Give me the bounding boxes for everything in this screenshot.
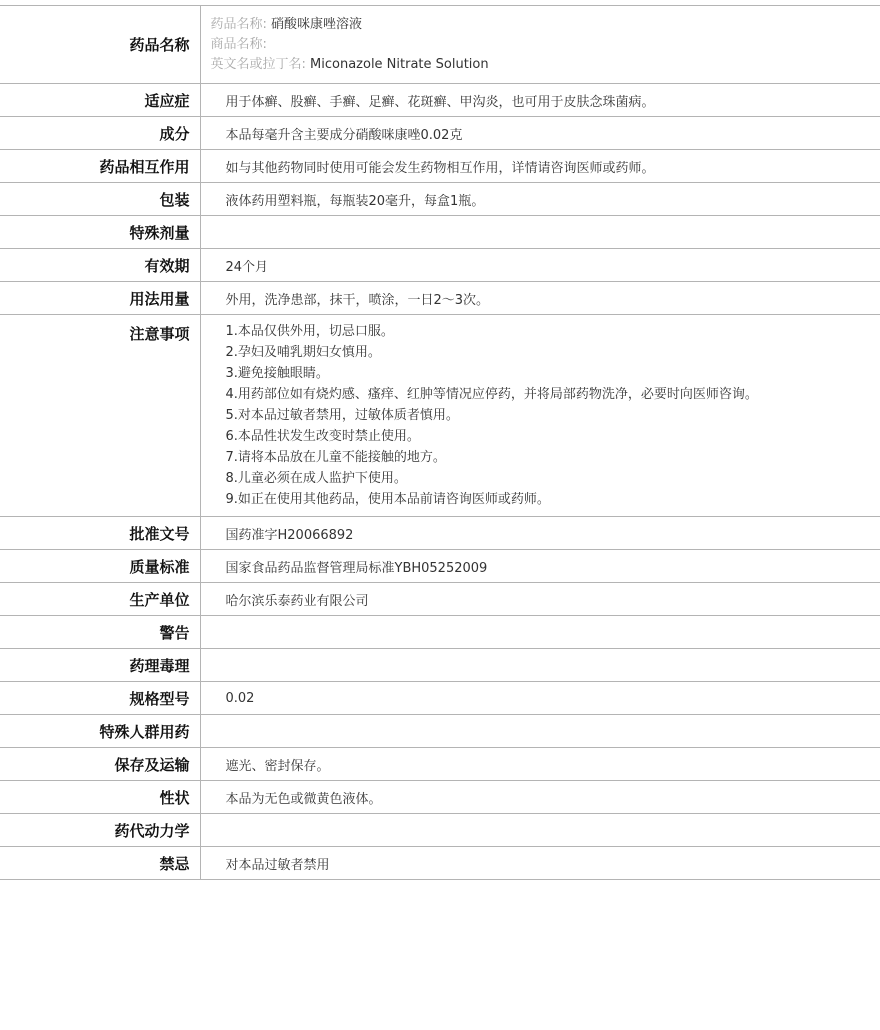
row-label: 药代动力学	[0, 814, 200, 847]
precaution-item: 7.请将本品放在儿童不能接触的地方。	[225, 450, 446, 465]
row-value: 对本品过敏者禁用	[200, 847, 880, 880]
row-label: 质量标准	[0, 550, 200, 583]
row-label: 警告	[0, 616, 200, 649]
drug-spec-table	[0, 5, 880, 880]
precautions-list	[226, 321, 776, 510]
ingredients-row	[0, 117, 880, 150]
pharmacology-toxicology-row	[0, 649, 880, 682]
row-label: 药品相互作用	[0, 150, 200, 183]
row-label: 有效期	[0, 249, 200, 282]
row-value: 外用，洗净患部，抹干，喷涂，一日2～3次。	[200, 282, 880, 315]
row-label: 保存及运输	[0, 748, 200, 781]
row-value: 0.02	[200, 682, 880, 715]
row-label: 批准文号	[0, 517, 200, 550]
special-dosage-row	[0, 216, 880, 249]
row-label: 特殊人群用药	[0, 715, 200, 748]
row-value: 如与其他药物同时使用可能会发生药物相互作用，详情请咨询医师或药师。	[200, 150, 880, 183]
row-value: 液体药用塑料瓶，每瓶装20毫升，每盒1瓶。	[200, 183, 880, 216]
precaution-item: 8.儿童必须在成人监护下使用。	[225, 471, 407, 486]
usage-dosage-row	[0, 282, 880, 315]
row-label: 药理毒理	[0, 649, 200, 682]
specification-row	[0, 682, 880, 715]
packaging-row	[0, 183, 880, 216]
row-label: 性状	[0, 781, 200, 814]
precaution-item: 1.本品仅供外用，切忌口服。	[225, 324, 394, 339]
precaution-item: 6.本品性状发生改变时禁止使用。	[225, 429, 420, 444]
row-value: 24个月	[200, 249, 880, 282]
row-value: 国药准字H20066892	[200, 517, 880, 550]
contraindications-row	[0, 847, 880, 880]
trade-name-key: 商品名称:	[210, 36, 267, 52]
row-label: 生产单位	[0, 583, 200, 616]
row-value: 遮光、密封保存。	[200, 748, 880, 781]
appearance-row	[0, 781, 880, 814]
english-name-line	[211, 55, 880, 75]
row-label-drug-name: 药品名称	[0, 6, 200, 84]
row-label: 用法用量	[0, 282, 200, 315]
precaution-item: 9.如正在使用其他药品，使用本品前请咨询医师或药师。	[225, 492, 550, 507]
row-value: 国家食品药品监督管理局标准YBH05252009	[200, 550, 880, 583]
english-name-key: 英文名或拉丁名:	[210, 56, 306, 72]
row-value	[200, 814, 880, 847]
indications-row	[0, 84, 880, 117]
drug-name-row	[0, 6, 880, 84]
row-label: 特殊剂量	[0, 216, 200, 249]
row-label: 注意事项	[0, 315, 200, 517]
generic-name-line	[211, 15, 880, 35]
precaution-item: 3.避免接触眼睛。	[225, 366, 329, 381]
approval-number-row	[0, 517, 880, 550]
storage-transport-row	[0, 748, 880, 781]
trade-name-line	[211, 35, 880, 55]
row-label: 成分	[0, 117, 200, 150]
generic-name-value: 硝酸咪康唑溶液	[271, 16, 363, 32]
row-value	[200, 216, 880, 249]
row-value	[200, 616, 880, 649]
english-name-value: Miconazole Nitrate Solution	[310, 56, 489, 72]
row-value: 本品每毫升含主要成分硝酸咪康唑0.02克	[200, 117, 880, 150]
row-label: 规格型号	[0, 682, 200, 715]
special-populations-row	[0, 715, 880, 748]
interactions-row	[0, 150, 880, 183]
row-value	[200, 649, 880, 682]
precaution-item: 2.孕妇及哺乳期妇女慎用。	[225, 345, 381, 360]
row-value: 哈尔滨乐泰药业有限公司	[200, 583, 880, 616]
precautions-cell	[200, 315, 880, 517]
drug-name-cell	[200, 6, 880, 84]
row-value: 本品为无色或微黄色液体。	[200, 781, 880, 814]
row-value: 用于体癣、股癣、手癣、足癣、花斑癣、甲沟炎，也可用于皮肤念珠菌病。	[200, 84, 880, 117]
row-label: 禁忌	[0, 847, 200, 880]
generic-name-key: 药品名称:	[210, 16, 267, 32]
precautions-row	[0, 315, 880, 517]
row-value	[200, 715, 880, 748]
warning-row	[0, 616, 880, 649]
manufacturer-row	[0, 583, 880, 616]
row-label: 包装	[0, 183, 200, 216]
pharmacokinetics-row	[0, 814, 880, 847]
quality-standard-row	[0, 550, 880, 583]
precaution-item: 5.对本品过敏者禁用，过敏体质者慎用。	[225, 408, 459, 423]
shelf-life-row	[0, 249, 880, 282]
precaution-item: 4.用药部位如有烧灼感、瘙痒、红肿等情况应停药，并将局部药物洗净，必要时向医师咨询。	[225, 387, 758, 402]
row-label: 适应症	[0, 84, 200, 117]
